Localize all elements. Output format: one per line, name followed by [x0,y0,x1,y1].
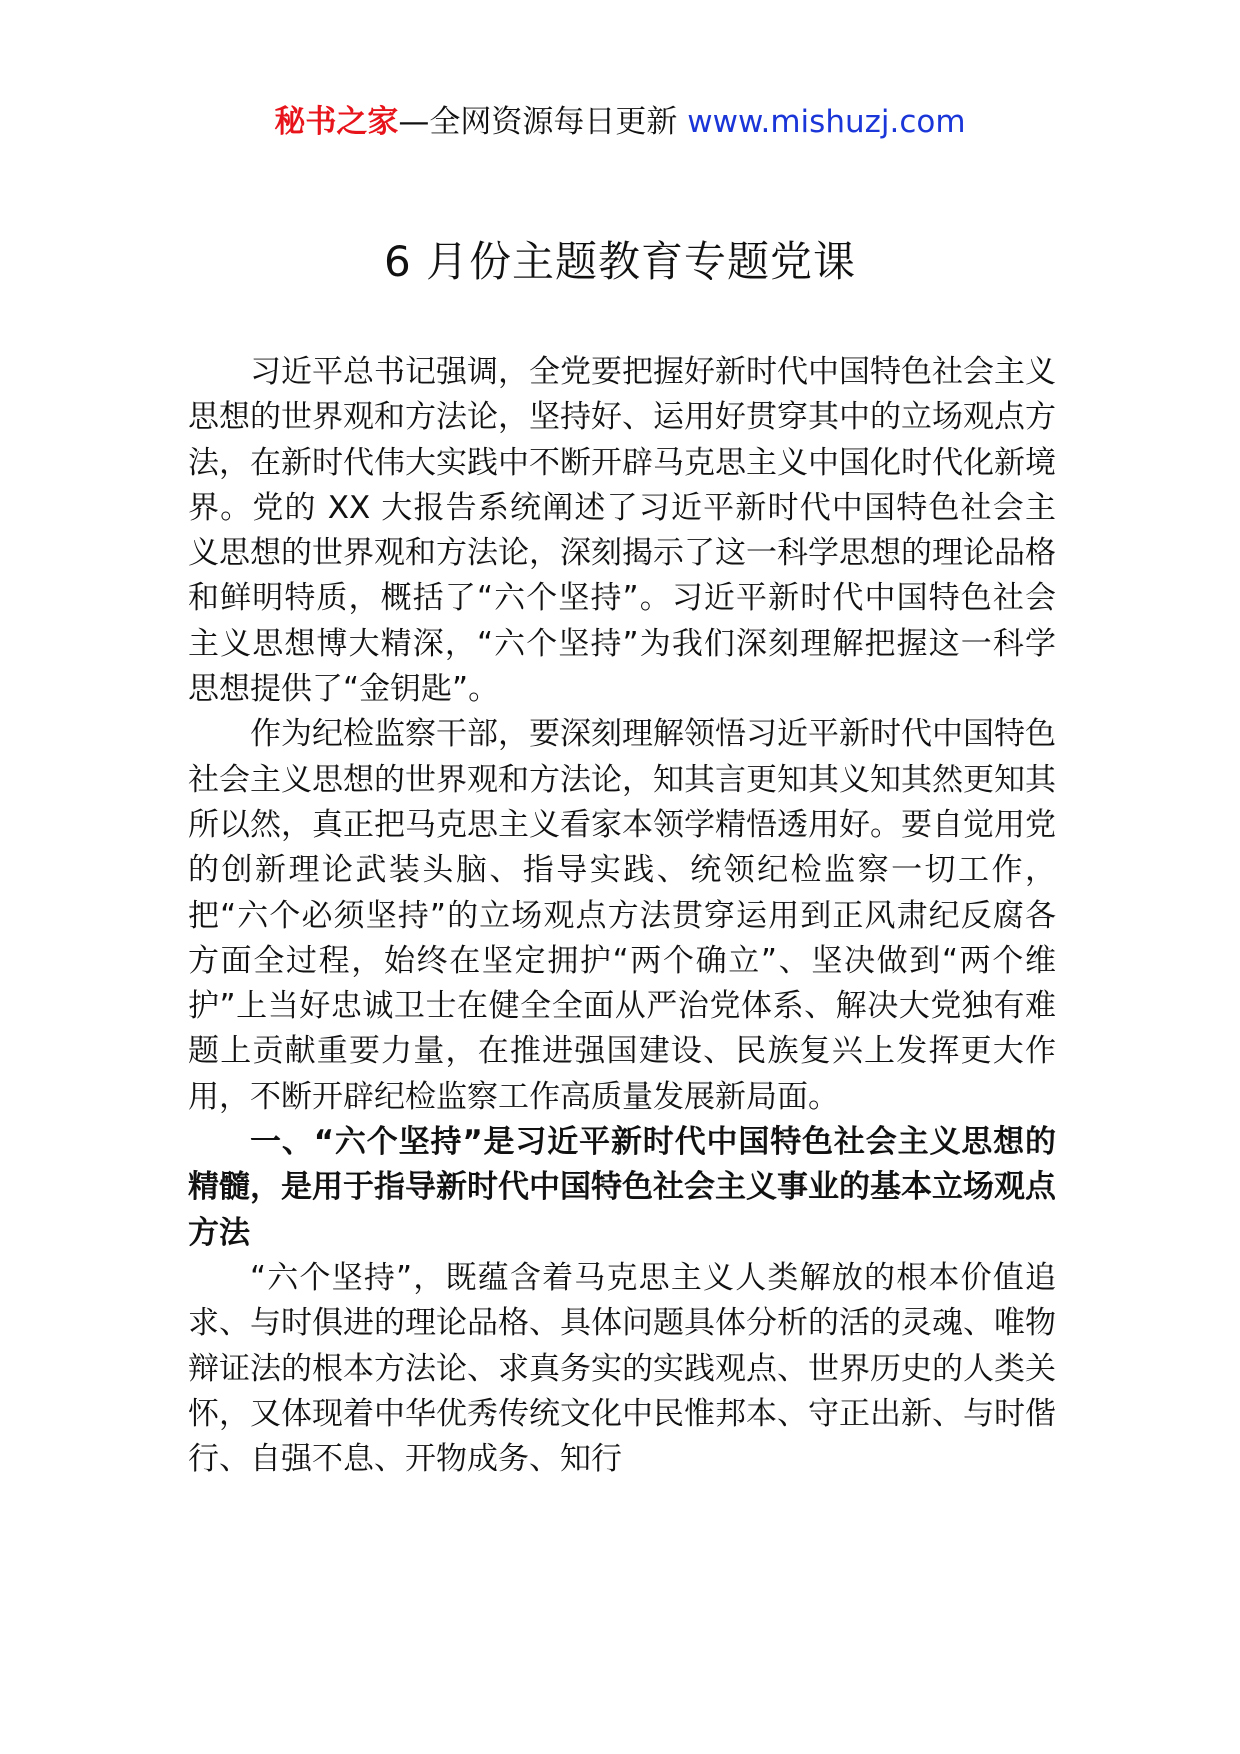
document-title: 6 月份主题教育专题党课 [383,237,857,286]
site-tagline: —全网资源每日更新 [398,104,688,140]
site-url-link[interactable]: www.mishuzj.com [687,104,966,140]
section-heading-1: 一、“六个坚持”是习近平新时代中国特色社会主义思想的精髓，是用于指导新时代中国特色社会主义事业的基本立场观点方法 [188,1124,1056,1251]
site-name: 秘书之家 [274,104,399,140]
document-body [188,350,1056,1482]
body-paragraph-2: 作为纪检监察干部，要深刻理解领悟习近平新时代中国特色社会主义思想的世界观和方法论，知其言更知其义知其然更知其所以然，真正把马克思主义看家本领学精悟透用好。要自觉用党的创新理论武装头脑、指导实践、统领纪检监察一切工作，把“六个必须坚持”的立场观点方法贯穿运用到正风肃纪反腐各方面全过程，始终在坚定拥护“两个确立”、坚决做到“两个维护”上当好忠诚卫士在健全全面从严治党体系、解决大党独有难题上贡献重要力量，在推进强国建设、民族复兴上发挥更大作用，不断开辟纪检监察工作高质量发展新局面。 [188,716,1056,1115]
body-paragraph-1: 习近平总书记强调，全党要把握好新时代中国特色社会主义思想的世界观和方法论，坚持好、运用好贯穿其中的立场观点方法，在新时代伟大实践中不断开辟马克思主义中国化时代化新境界。党的 XX 大报告系统阐述了习近平新时代中国特色社会主义思想的世界观和方法论，深刻揭示了这一科学思想的理论品格和鲜明特质，概括了“六个坚持”。习近平新时代中国特色社会主义思想博大精深，“六个坚持”为我们深刻理解把握这一科学思想提供了“金钥匙”。 [188,354,1056,708]
section-paragraph-1: “六个坚持”，既蕴含着马克思主义人类解放的根本价值追求、与时俱进的理论品格、具体问题具体分析的活的灵魂、唯物辩证法的根本方法论、求真务实的实践观点、世界历史的人类关怀，又体现着中华优秀传统文化中民惟邦本、守正出新、与时偕行、自强不息、开物成务、知行 [188,1259,1056,1478]
site-header [0,100,1240,144]
